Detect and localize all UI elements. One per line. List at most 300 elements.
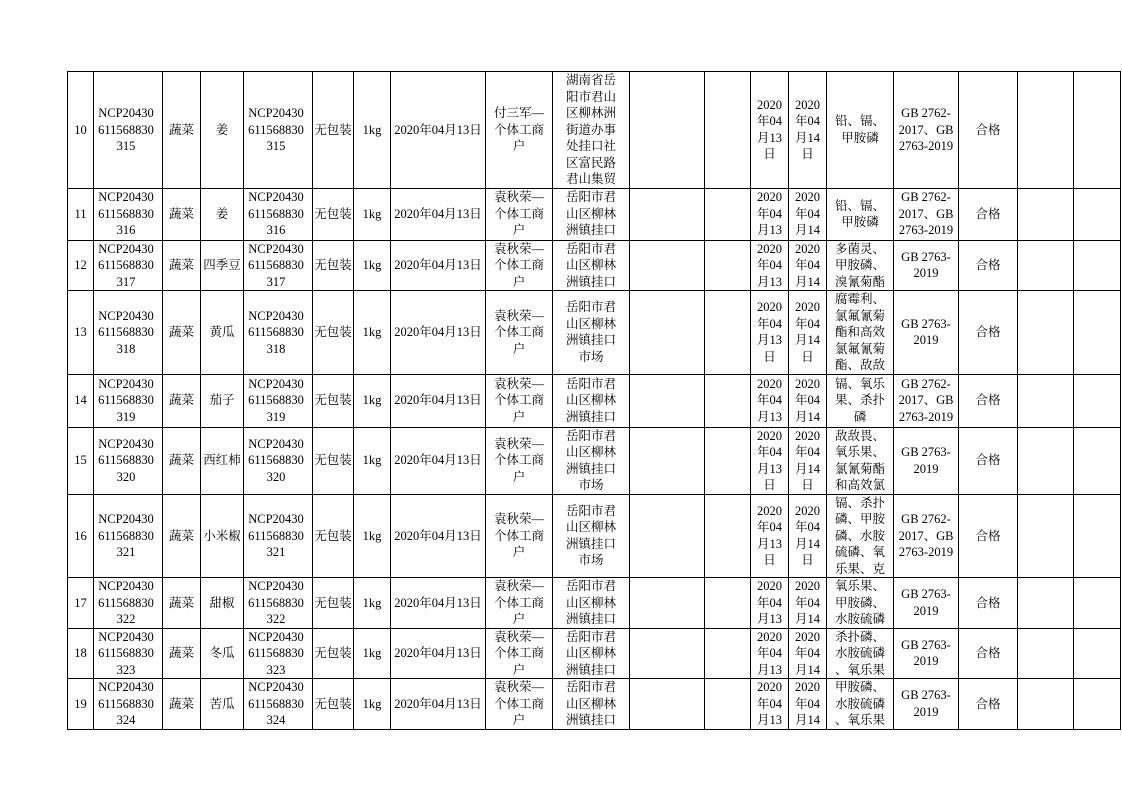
testing-date-line: 年04	[794, 206, 820, 221]
package-type-cell	[313, 188, 354, 240]
sampled-unit-line: 户	[512, 612, 526, 626]
standard-line: GB 2762-	[901, 512, 951, 526]
sampled-unit-text	[488, 308, 550, 358]
blank-column-a-cell	[630, 240, 705, 291]
testing-date-line: 2020	[795, 680, 820, 694]
standard-line: GB 2763-	[901, 688, 951, 703]
test-items-cell	[827, 240, 894, 291]
result-cell	[959, 188, 1018, 240]
production-date-text: 2020年04月13日	[394, 528, 482, 543]
sampled-unit-cell	[486, 494, 553, 578]
testing-date-text	[792, 428, 824, 494]
sampled-unit-line: 户	[512, 662, 526, 677]
sampled-unit-address-line: 洲镇挂口	[565, 223, 616, 238]
production-date-cell	[391, 494, 486, 578]
row-number-cell	[68, 188, 94, 240]
testing-date-line: 日	[801, 349, 814, 364]
testing-date-cell	[789, 240, 827, 291]
sampling-date-line: 年04	[756, 393, 782, 408]
sample-code-line: 611568830	[98, 325, 154, 339]
sample-code-2-text	[244, 629, 312, 679]
sampled-unit-line: 袁秋荣—	[493, 436, 544, 451]
sample-code-line: 611568830	[98, 595, 154, 610]
sample-code-line: 611568830	[98, 696, 154, 711]
package-type-text: 无包装	[314, 646, 352, 660]
sample-name-text: 甜椒	[209, 595, 235, 610]
sample-name-cell	[201, 240, 244, 291]
row-number-cell	[68, 628, 94, 679]
testing-date-line: 月14	[794, 612, 820, 626]
production-date-cell	[391, 240, 486, 291]
standard-line: 2763-2019	[898, 223, 954, 238]
test-items-text	[830, 113, 890, 146]
testing-date-line: 2020	[795, 190, 820, 205]
table-row	[68, 374, 1121, 427]
test-items-line: 甲胺磷、	[834, 258, 885, 272]
sample-code-2-cell	[244, 240, 313, 291]
sampling-date-line: 月13	[756, 223, 782, 238]
sample-code-2-cell	[244, 374, 313, 427]
standard-cell	[894, 240, 959, 291]
sampled-unit-address-text	[560, 428, 622, 494]
sample-code-line: 322	[116, 612, 136, 626]
standard-line: 2019	[913, 266, 939, 281]
testing-date-cell	[789, 628, 827, 679]
result-text: 合格	[975, 453, 1001, 468]
sample-code-2-line: 611568830	[248, 206, 304, 221]
row-number-cell	[68, 72, 94, 189]
package-type-cell	[313, 427, 354, 494]
table-row	[68, 240, 1121, 291]
food-category-text: 蔬菜	[168, 453, 194, 468]
sample-code-line: NCP20430	[98, 579, 154, 593]
sample-code-line: 321	[116, 545, 136, 559]
production-date-cell	[391, 628, 486, 679]
production-date-cell	[391, 578, 486, 629]
production-date-cell	[391, 291, 486, 375]
sampled-unit-address-cell	[553, 679, 630, 730]
standard-text	[897, 189, 955, 239]
test-items-line: 乐果、克	[834, 561, 885, 576]
sample-code-2-text	[244, 376, 312, 426]
sample-code-2-text	[244, 241, 312, 291]
result-cell	[959, 291, 1018, 375]
blank-column-a-cell	[630, 427, 705, 494]
sampled-unit-line: 袁秋荣—	[493, 579, 544, 593]
sampled-unit-line: 户	[512, 223, 526, 238]
sample-code-line: 316	[116, 223, 136, 238]
testing-date-line: 月14	[794, 662, 820, 677]
package-type-cell	[313, 628, 354, 679]
sampling-date-line: 年04	[756, 258, 782, 272]
specification-text: 1kg	[362, 122, 382, 137]
blank-column-a-cell	[630, 494, 705, 578]
sampling-date-text	[754, 679, 786, 729]
sample-code-2-text	[244, 436, 312, 486]
blank-column-c-cell	[1018, 374, 1074, 427]
sampling-date-line: 2020	[757, 376, 782, 391]
sample-code-line: NCP20430	[98, 241, 154, 256]
sample-code-2-line: NCP20430	[248, 436, 304, 451]
sample-code-2-cell	[244, 427, 313, 494]
test-items-cell	[827, 374, 894, 427]
test-items-line: 水胺硫磷	[834, 696, 885, 711]
specification-text: 1kg	[362, 595, 382, 610]
sampled-unit-address-line: 岳阳市君	[565, 428, 616, 443]
sample-code-text	[94, 436, 162, 486]
blank-column-b-cell	[705, 374, 751, 427]
sampled-unit-address-line: 山区柳林	[565, 520, 616, 535]
sampling-date-line: 年04	[756, 316, 782, 331]
result-text: 合格	[975, 325, 1001, 339]
sample-code-2-text	[244, 578, 312, 628]
package-type-text: 无包装	[314, 258, 352, 272]
sampled-unit-address-text	[560, 578, 622, 628]
sample-code-text	[94, 105, 162, 155]
sampling-date-line: 年04	[756, 595, 782, 610]
specification-cell	[354, 72, 391, 189]
sample-code-2-cell	[244, 494, 313, 578]
sample-code-line: 611568830	[98, 393, 154, 408]
sample-code-2-line: 611568830	[248, 122, 304, 137]
sampled-unit-address-line: 洲镇挂口	[565, 713, 616, 727]
testing-date-line: 月14	[794, 333, 820, 348]
sampled-unit-address-line: 岳阳市君	[565, 629, 616, 644]
test-items-line: 酯、敌敌	[834, 358, 885, 372]
sample-code-2-line: NCP20430	[248, 680, 304, 694]
standard-line: 2017、GB	[898, 528, 954, 543]
result-text: 合格	[975, 122, 1001, 137]
blank-column-c-cell	[1018, 427, 1074, 494]
sample-code-line: NCP20430	[98, 376, 154, 391]
sampling-date-text	[754, 299, 786, 365]
sampled-unit-address-line: 山区柳林	[565, 258, 616, 272]
package-type-cell	[313, 679, 354, 730]
sampled-unit-address-line: 岳阳市君	[565, 680, 616, 694]
testing-date-line: 年04	[794, 114, 820, 129]
sampled-unit-cell	[486, 240, 553, 291]
sampled-unit-cell	[486, 628, 553, 679]
result-cell	[959, 578, 1018, 629]
sample-code-2-line: 611568830	[248, 393, 304, 408]
standard-line: 2019	[913, 333, 939, 348]
sample-code-2-line: NCP20430	[248, 241, 304, 256]
standard-text	[897, 511, 955, 561]
test-items-text	[830, 428, 890, 494]
sample-code-line: 611568830	[98, 206, 154, 221]
sampling-date-cell	[751, 72, 789, 189]
sampled-unit-text	[488, 679, 550, 729]
food-category-text: 蔬菜	[168, 646, 194, 660]
testing-date-text	[792, 376, 824, 426]
package-type-text: 无包装	[314, 206, 352, 221]
blank-column-d-cell	[1074, 679, 1121, 730]
sampled-unit-address-line: 山区柳林	[565, 393, 616, 408]
testing-date-cell	[789, 679, 827, 730]
food-category-cell	[163, 374, 201, 427]
sample-code-line: NCP20430	[98, 680, 154, 694]
food-category-cell	[163, 72, 201, 189]
sampling-date-text	[754, 241, 786, 291]
food-category-text: 蔬菜	[168, 258, 194, 272]
sampling-date-line: 年04	[756, 206, 782, 221]
sampling-date-line: 月13	[756, 461, 782, 476]
test-items-line: 果、杀扑	[834, 393, 885, 408]
specification-cell	[354, 240, 391, 291]
test-items-line: 磷、甲胺	[834, 512, 885, 526]
specification-text: 1kg	[362, 453, 382, 468]
food-category-text: 蔬菜	[168, 206, 194, 221]
result-text: 合格	[975, 206, 1001, 221]
specification-cell	[354, 427, 391, 494]
testing-date-line: 月14	[794, 461, 820, 476]
package-type-text: 无包装	[314, 696, 352, 711]
sampled-unit-address-cell	[553, 578, 630, 629]
sampling-date-line: 年04	[756, 445, 782, 459]
sampled-unit-line: 袁秋荣—	[493, 241, 544, 256]
production-date-text: 2020年04月13日	[394, 646, 482, 660]
sample-code-2-line: 323	[266, 662, 286, 677]
specification-text: 1kg	[362, 258, 382, 272]
sampled-unit-address-line: 岳阳市君	[565, 503, 616, 518]
specification-cell	[354, 628, 391, 679]
standard-cell	[894, 72, 959, 189]
testing-date-line: 月14	[794, 274, 820, 289]
blank-column-a-cell	[630, 374, 705, 427]
sampled-unit-line: 户	[512, 713, 526, 727]
result-cell	[959, 72, 1018, 189]
package-type-text: 无包装	[314, 453, 352, 468]
sampled-unit-address-line: 岳阳市君	[565, 300, 616, 315]
test-items-line: 和高效氯	[834, 478, 885, 492]
test-items-line: 杀扑磷、	[834, 629, 885, 644]
standard-line: GB 2763-	[901, 445, 951, 459]
testing-date-line: 日	[801, 147, 814, 162]
testing-date-cell	[789, 188, 827, 240]
sample-code-2-line: NCP20430	[248, 190, 304, 205]
sampled-unit-cell	[486, 72, 553, 189]
sample-code-line: 611568830	[98, 122, 154, 137]
row-number-text: 17	[74, 595, 87, 610]
blank-column-d-cell	[1074, 240, 1121, 291]
production-date-cell	[391, 374, 486, 427]
sample-name-text: 西红柿	[203, 453, 241, 468]
test-items-line: 甲胺磷	[841, 130, 879, 145]
sampling-date-cell	[751, 494, 789, 578]
test-items-line: 铅、镉、	[834, 114, 885, 129]
standard-text	[897, 316, 955, 349]
sampling-date-line: 月13	[756, 274, 782, 289]
blank-column-b-cell	[705, 188, 751, 240]
testing-date-line: 年04	[794, 316, 820, 331]
sample-code-line: 317	[116, 274, 136, 289]
sample-code-2-cell	[244, 188, 313, 240]
standard-line: 2019	[913, 654, 939, 669]
sample-name-text: 苦瓜	[209, 696, 235, 711]
testing-date-line: 日	[801, 478, 814, 492]
blank-column-d-cell	[1074, 188, 1121, 240]
sampling-date-cell	[751, 578, 789, 629]
production-date-cell	[391, 427, 486, 494]
standard-text	[897, 376, 955, 426]
inspection-results-table	[67, 71, 1121, 730]
sampled-unit-line: 袁秋荣—	[493, 680, 544, 694]
production-date-text: 2020年04月13日	[394, 258, 482, 272]
sample-code-text	[94, 578, 162, 628]
sampling-date-line: 月13	[756, 662, 782, 677]
standard-line: 2019	[913, 603, 939, 618]
sample-name-text: 姜	[215, 122, 229, 137]
standard-line: 2017、GB	[898, 122, 954, 137]
test-items-line: 酯和高效	[834, 325, 885, 339]
sampling-date-line: 2020	[757, 428, 782, 443]
food-category-text: 蔬菜	[168, 325, 194, 339]
sample-code-line: 611568830	[98, 453, 154, 468]
food-category-cell	[163, 291, 201, 375]
sampling-date-line: 2020	[757, 680, 782, 694]
sampled-unit-address-line: 洲镇挂口	[565, 461, 616, 476]
sampled-unit-line: 袁秋荣—	[493, 376, 544, 391]
testing-date-text	[792, 629, 824, 679]
blank-column-b-cell	[705, 72, 751, 189]
sampled-unit-cell	[486, 188, 553, 240]
sampled-unit-address-line: 山区柳林	[565, 696, 616, 711]
sample-code-cell	[94, 578, 163, 629]
sample-code-line: 319	[116, 409, 136, 424]
food-category-cell	[163, 188, 201, 240]
sample-code-2-line: 611568830	[248, 528, 304, 543]
table-row	[68, 188, 1121, 240]
blank-column-c-cell	[1018, 188, 1074, 240]
standard-text	[897, 637, 955, 670]
sampled-unit-line: 户	[512, 545, 526, 559]
sampled-unit-text	[488, 436, 550, 486]
sample-code-2-line: 319	[266, 409, 286, 424]
test-items-cell	[827, 679, 894, 730]
sample-code-text	[94, 189, 162, 239]
blank-column-a-cell	[630, 188, 705, 240]
result-text: 合格	[975, 393, 1001, 408]
specification-cell	[354, 291, 391, 375]
sampling-date-line: 年04	[756, 646, 782, 660]
sample-code-cell	[94, 374, 163, 427]
food-category-cell	[163, 578, 201, 629]
standard-line: 2763-2019	[898, 545, 954, 559]
sample-code-2-cell	[244, 628, 313, 679]
standard-line: 2017、GB	[898, 393, 954, 408]
blank-column-c-cell	[1018, 291, 1074, 375]
test-items-text	[830, 198, 890, 231]
testing-date-line: 2020	[795, 241, 820, 256]
sample-code-cell	[94, 427, 163, 494]
sample-code-line: 318	[116, 341, 136, 356]
production-date-cell	[391, 188, 486, 240]
sampled-unit-line: 户	[512, 274, 526, 289]
standard-line: GB 2762-	[901, 190, 951, 205]
specification-text: 1kg	[362, 325, 382, 339]
sampled-unit-line: 袁秋荣—	[493, 190, 544, 205]
sampling-date-text	[754, 503, 786, 569]
sample-code-2-line: 324	[266, 713, 286, 727]
standard-cell	[894, 188, 959, 240]
test-items-text	[830, 376, 890, 426]
package-type-text: 无包装	[314, 595, 352, 610]
sample-code-2-line: 611568830	[248, 258, 304, 272]
sampling-date-line: 月13	[756, 130, 782, 145]
sampling-date-line: 2020	[757, 579, 782, 593]
food-category-text: 蔬菜	[168, 122, 194, 137]
sampled-unit-cell	[486, 427, 553, 494]
specification-cell	[354, 578, 391, 629]
test-items-cell	[827, 291, 894, 375]
result-cell	[959, 240, 1018, 291]
table-row	[68, 494, 1121, 578]
sampling-date-line: 年04	[756, 520, 782, 535]
sample-code-2-text	[244, 189, 312, 239]
result-cell	[959, 628, 1018, 679]
sampled-unit-address-text	[560, 299, 622, 365]
table-row	[68, 72, 1121, 189]
sampled-unit-address-line: 街道办事	[565, 122, 616, 137]
blank-column-b-cell	[705, 628, 751, 679]
testing-date-cell	[789, 72, 827, 189]
blank-column-a-cell	[630, 291, 705, 375]
sampling-date-line: 年04	[756, 114, 782, 129]
production-date-text: 2020年04月13日	[394, 122, 482, 137]
food-category-text: 蔬菜	[168, 595, 194, 610]
sampled-unit-address-line: 处挂口社	[565, 139, 616, 153]
sampled-unit-cell	[486, 291, 553, 375]
test-items-line: 水胺硫磷	[834, 612, 885, 626]
sample-code-2-text	[244, 511, 312, 561]
sample-code-text	[94, 629, 162, 679]
testing-date-cell	[789, 578, 827, 629]
standard-line: 2017、GB	[898, 206, 954, 221]
sampled-unit-line: 个体工商	[493, 453, 544, 468]
testing-date-line: 年04	[794, 696, 820, 711]
testing-date-line: 日	[801, 553, 814, 568]
sample-code-2-line: 611568830	[248, 696, 304, 711]
sample-code-cell	[94, 291, 163, 375]
sampling-date-line: 月13	[756, 409, 782, 424]
food-category-cell	[163, 240, 201, 291]
sampled-unit-text	[488, 241, 550, 291]
row-number-text: 12	[74, 258, 87, 272]
blank-column-d-cell	[1074, 72, 1121, 189]
sampling-date-line: 2020	[757, 190, 782, 205]
sampled-unit-address-line: 洲镇挂口	[565, 612, 616, 626]
package-type-cell	[313, 374, 354, 427]
food-category-cell	[163, 494, 201, 578]
production-date-cell	[391, 679, 486, 730]
blank-column-d-cell	[1074, 291, 1121, 375]
sampled-unit-address-line: 市场	[578, 349, 604, 364]
package-type-cell	[313, 494, 354, 578]
sampled-unit-line: 袁秋荣—	[493, 629, 544, 644]
row-number-cell	[68, 240, 94, 291]
sample-code-2-line: 611568830	[248, 595, 304, 610]
sampling-date-text	[754, 428, 786, 494]
package-type-text: 无包装	[314, 325, 352, 339]
test-items-text	[830, 679, 890, 729]
test-items-cell	[827, 578, 894, 629]
sampled-unit-address-cell	[553, 291, 630, 375]
testing-date-text	[792, 299, 824, 365]
sampled-unit-address-line: 洲镇挂口	[565, 662, 616, 677]
test-items-line: 甲胺磷、	[834, 680, 885, 694]
sample-code-line: 315	[116, 139, 136, 153]
testing-date-text	[792, 578, 824, 628]
